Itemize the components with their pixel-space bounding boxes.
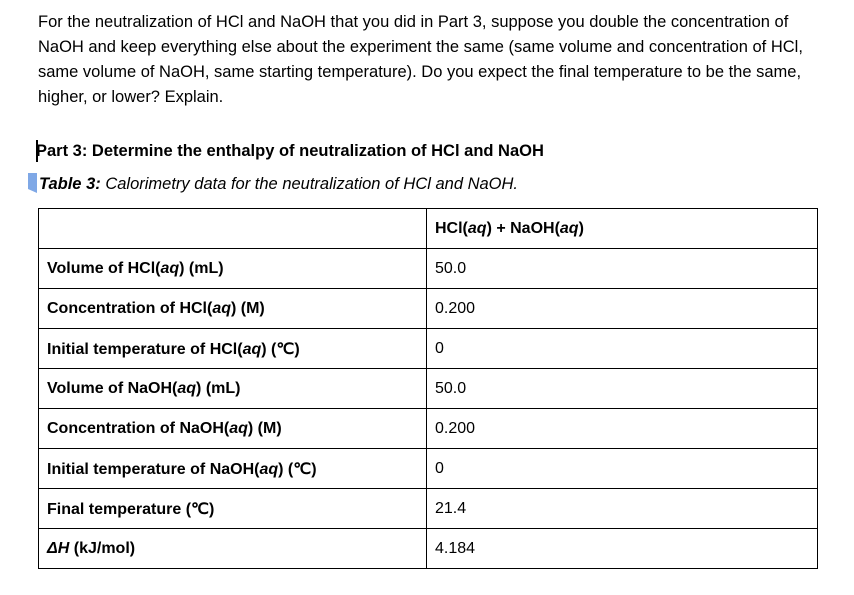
label-part: ) bbox=[209, 500, 215, 518]
label-part: Initial temperature of HCl( bbox=[47, 340, 243, 358]
label-part: ) ( bbox=[261, 340, 277, 358]
header-part: HCl( bbox=[435, 219, 468, 237]
label-part: ) (mL) bbox=[196, 379, 241, 397]
header-part: ) bbox=[578, 219, 584, 237]
label-part: (kJ/mol) bbox=[69, 539, 136, 557]
label-part: aq bbox=[242, 340, 262, 358]
label-part: Volume of NaOH( bbox=[47, 379, 178, 397]
row-value: 50.0 bbox=[427, 249, 818, 289]
table-row bbox=[39, 449, 818, 489]
caption-label: Table 3: bbox=[39, 175, 101, 193]
row-label bbox=[39, 289, 427, 329]
label-part: ) (M) bbox=[231, 299, 265, 317]
label-part: ) (mL) bbox=[179, 259, 224, 277]
label-part: ℃ bbox=[276, 340, 295, 358]
row-value: 0.200 bbox=[427, 289, 818, 329]
label-part: Concentration of NaOH( bbox=[47, 419, 230, 437]
row-value: 0.200 bbox=[427, 409, 818, 449]
label-part: Final temperature ( bbox=[47, 500, 192, 518]
row-label bbox=[39, 249, 427, 289]
row-value: 50.0 bbox=[427, 369, 818, 409]
table-caption bbox=[28, 173, 518, 195]
label-part: aq bbox=[177, 379, 197, 397]
label-part: Initial temperature of NaOH( bbox=[47, 460, 260, 478]
label-part: Volume of HCl( bbox=[47, 259, 161, 277]
row-value: 21.4 bbox=[427, 489, 818, 529]
header-part: aq bbox=[467, 219, 487, 237]
label-part: ) ( bbox=[278, 460, 294, 478]
label-part: ) (M) bbox=[247, 419, 282, 437]
table-row bbox=[39, 329, 818, 369]
header-reaction-cell bbox=[427, 209, 818, 249]
label-part: ΔH bbox=[47, 539, 70, 557]
header-part: ) + NaOH( bbox=[486, 219, 560, 237]
label-part: ) bbox=[294, 340, 300, 358]
label-part: Concentration of HCl( bbox=[47, 299, 213, 317]
row-value: 0 bbox=[427, 449, 818, 489]
table-row bbox=[39, 369, 818, 409]
table-row bbox=[39, 249, 818, 289]
label-part: ℃ bbox=[293, 460, 312, 478]
row-value: 4.184 bbox=[427, 529, 818, 569]
table-row bbox=[39, 529, 818, 569]
question-text: For the neutralization of HCl and NaOH that you did in Part 3, suppose you double the concentration of NaOH and keep everything else about the experiment the same (same volume and concentration of HCl, same volume of NaOH, same starting temperature). Do you expect the final temperature to be the same, higher, or lower? Explain. bbox=[38, 13, 803, 106]
row-label bbox=[39, 449, 427, 489]
bookmark-flag-icon bbox=[28, 173, 37, 193]
header-empty-cell bbox=[39, 209, 427, 249]
table-row bbox=[39, 289, 818, 329]
row-label bbox=[39, 409, 427, 449]
caption-text: Calorimetry data for the neutralization of HCl and NaOH. bbox=[100, 175, 519, 193]
row-label bbox=[39, 329, 427, 369]
row-label bbox=[39, 529, 427, 569]
table-row bbox=[39, 489, 818, 529]
row-label bbox=[39, 369, 427, 409]
label-part: aq bbox=[229, 419, 248, 437]
label-part: aq bbox=[259, 460, 279, 478]
header-part: aq bbox=[559, 219, 579, 237]
calorimetry-table bbox=[38, 208, 818, 569]
part-heading: Part 3: Determine the enthalpy of neutralization of HCl and NaOH bbox=[36, 142, 544, 160]
table-header-row bbox=[39, 209, 818, 249]
row-label bbox=[39, 489, 427, 529]
label-part: aq bbox=[160, 259, 180, 277]
row-value: 0 bbox=[427, 329, 818, 369]
label-part: ) bbox=[311, 460, 317, 478]
label-part: aq bbox=[212, 299, 231, 317]
label-part: ℃ bbox=[191, 500, 209, 518]
table-row bbox=[39, 409, 818, 449]
